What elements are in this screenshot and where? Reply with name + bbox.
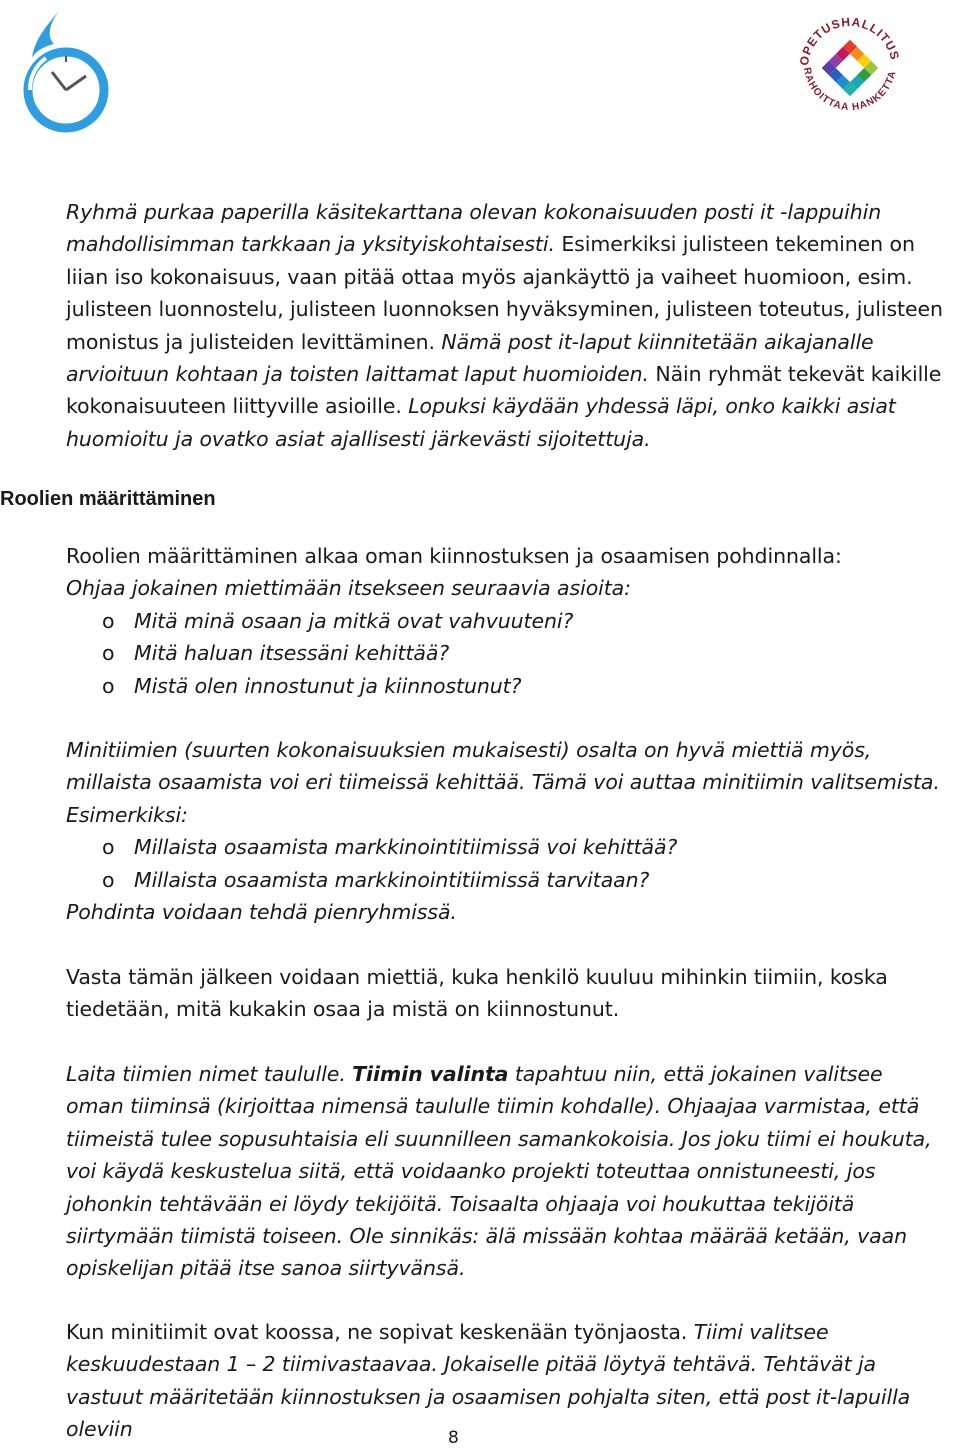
paragraph-line: Roolien määrittäminen alkaa oman kiinnostuksen ja osaamisen pohdinnalla:	[66, 544, 842, 568]
text-span: tapahtuu niin, että jokainen valitsee oman tiiminsä (kirjoittaa nimensä taululle tiimin kohdalle). Ohjaajaa varmistaa, että tiimeistä tulee sopusuhtaisia eli suunnilleen samankokoisia. Jos joku tiimi ei houkuta, voi käydä keskustelua siitä, että voidaanko projekti toteuttaa onnistuneesti, jos johonkin tehtävään ei löydy tekijöitä. Toisaalta ohjaaja voi houkuttaa tekijöitä siirtymään tiimistä toiseen. Ole sinnikäs: älä missään kohtaa määrää ketään, vaan opiskelijan pitää itse sanoa siirtyvänsä.	[66, 1062, 932, 1281]
opetushallitus-diamond-icon	[822, 40, 879, 97]
text-span: Laita tiimien nimet taululle.	[66, 1062, 346, 1086]
team-selection-paragraph	[66, 1058, 946, 1285]
list-item-text: Mistä olen innostunut ja kiinnostunut?	[134, 673, 522, 698]
text-span: Tiimi valitsee keskuudestaan 1 – 2 tiimivastaavaa. Jokaiselle pitää löytyä tehtävä. Tehtävät ja vastuut määritetään kiinnostuksen ja osaamisen pohjalta siten, että post it-lapuilla oleviin	[66, 1320, 911, 1442]
intro-paragraph	[66, 196, 946, 455]
paragraph-line: Minitiimien (suurten kokonaisuuksien mukaisesti) osalta on hyvä miettiä myös, millaista osaamista voi eri tiimeissä kehittää. Tämä voi auttaa minitiimin valitsemista.	[66, 738, 940, 795]
opetushallitus-logo	[786, 4, 914, 132]
list-item-text: Millaista osaamista markkinointitiimissä voi kehittää?	[134, 835, 678, 860]
roles-paragraph	[66, 540, 946, 702]
bullet-marker: o	[102, 673, 115, 698]
text-span: Ryhmä purkaa paperilla käsitekarttana olevan kokonaisuuden posti it -lappuihin mahdollisimman tarkkaan ja yksityiskohtaisesti.	[66, 200, 882, 257]
paragraph-line: Ohjaa jokainen miettimään itsekseen seuraavia asioita:	[66, 576, 631, 601]
logo-text-top: OPETUSHALLITUS	[796, 14, 903, 67]
paragraph-line: Esimerkiksi:	[66, 802, 188, 827]
bold-term: Tiimin valinta	[352, 1062, 509, 1086]
list-item	[66, 864, 946, 896]
bullet-marker: o	[102, 835, 115, 860]
team-paragraph: Vasta tämän jälkeen voidaan miettiä, kuka henkilö kuuluu mihinkin tiimiin, koska tiedetään, mitä kukakin osaa ja mistä on kiinnostunut.	[66, 965, 888, 1022]
minitiimit-paragraph	[66, 734, 946, 928]
list-item	[66, 831, 946, 863]
work-division-paragraph	[66, 1316, 946, 1446]
list-item	[66, 670, 946, 702]
text-span: Näin ryhmät tekevät kaikille kokonaisuuteen liittyville asioille.	[66, 362, 942, 419]
text-span: Kun minitiimit ovat koossa, ne sopivat keskenään työnjaosta.	[66, 1320, 688, 1344]
text-span: Lopuksi käydään yhdessä läpi, onko kaikki asiat huomioitu ja ovatko asiat ajallisesti järkevästi sijoitettuja.	[66, 394, 896, 451]
text-span: Esimerkiksi julisteen tekeminen on liian iso kokonaisuus, vaan pitää ottaa myös ajankäyttö ja vaiheet huomioon, esim. julisteen luonnostelu, julisteen luonnoksen hyväksyminen, julisteen toteutus, julisteen monistus ja julisteiden levittäminen.	[66, 232, 943, 354]
bullet-marker: o	[102, 608, 115, 633]
page-number: 8	[448, 1428, 459, 1448]
list-item-text: Mitä minä osaan ja mitkä ovat vahvuuteni?	[134, 608, 574, 633]
logo-text-bottom: RAHOITTAA HANKETTA	[801, 66, 899, 114]
paragraph-line: Pohdinta voidaan tehdä pienryhmissä.	[66, 900, 457, 925]
list-item	[66, 605, 946, 637]
clock-drop-icon	[16, 6, 112, 134]
list-item	[66, 637, 946, 669]
bullet-marker: o	[102, 867, 115, 892]
section-heading: Roolien määrittäminen	[0, 488, 216, 510]
list-item-text: Millaista osaamista markkinointitiimissä tarvitaan?	[134, 867, 650, 892]
bullet-marker: o	[102, 641, 115, 666]
list-item-text: Mitä haluan itsessäni kehittää?	[134, 641, 450, 666]
text-span: Nämä post it-laput kiinnitetään aikajanalle arvioituun kohtaan ja toisten laittamat laput huomioiden.	[66, 329, 874, 387]
